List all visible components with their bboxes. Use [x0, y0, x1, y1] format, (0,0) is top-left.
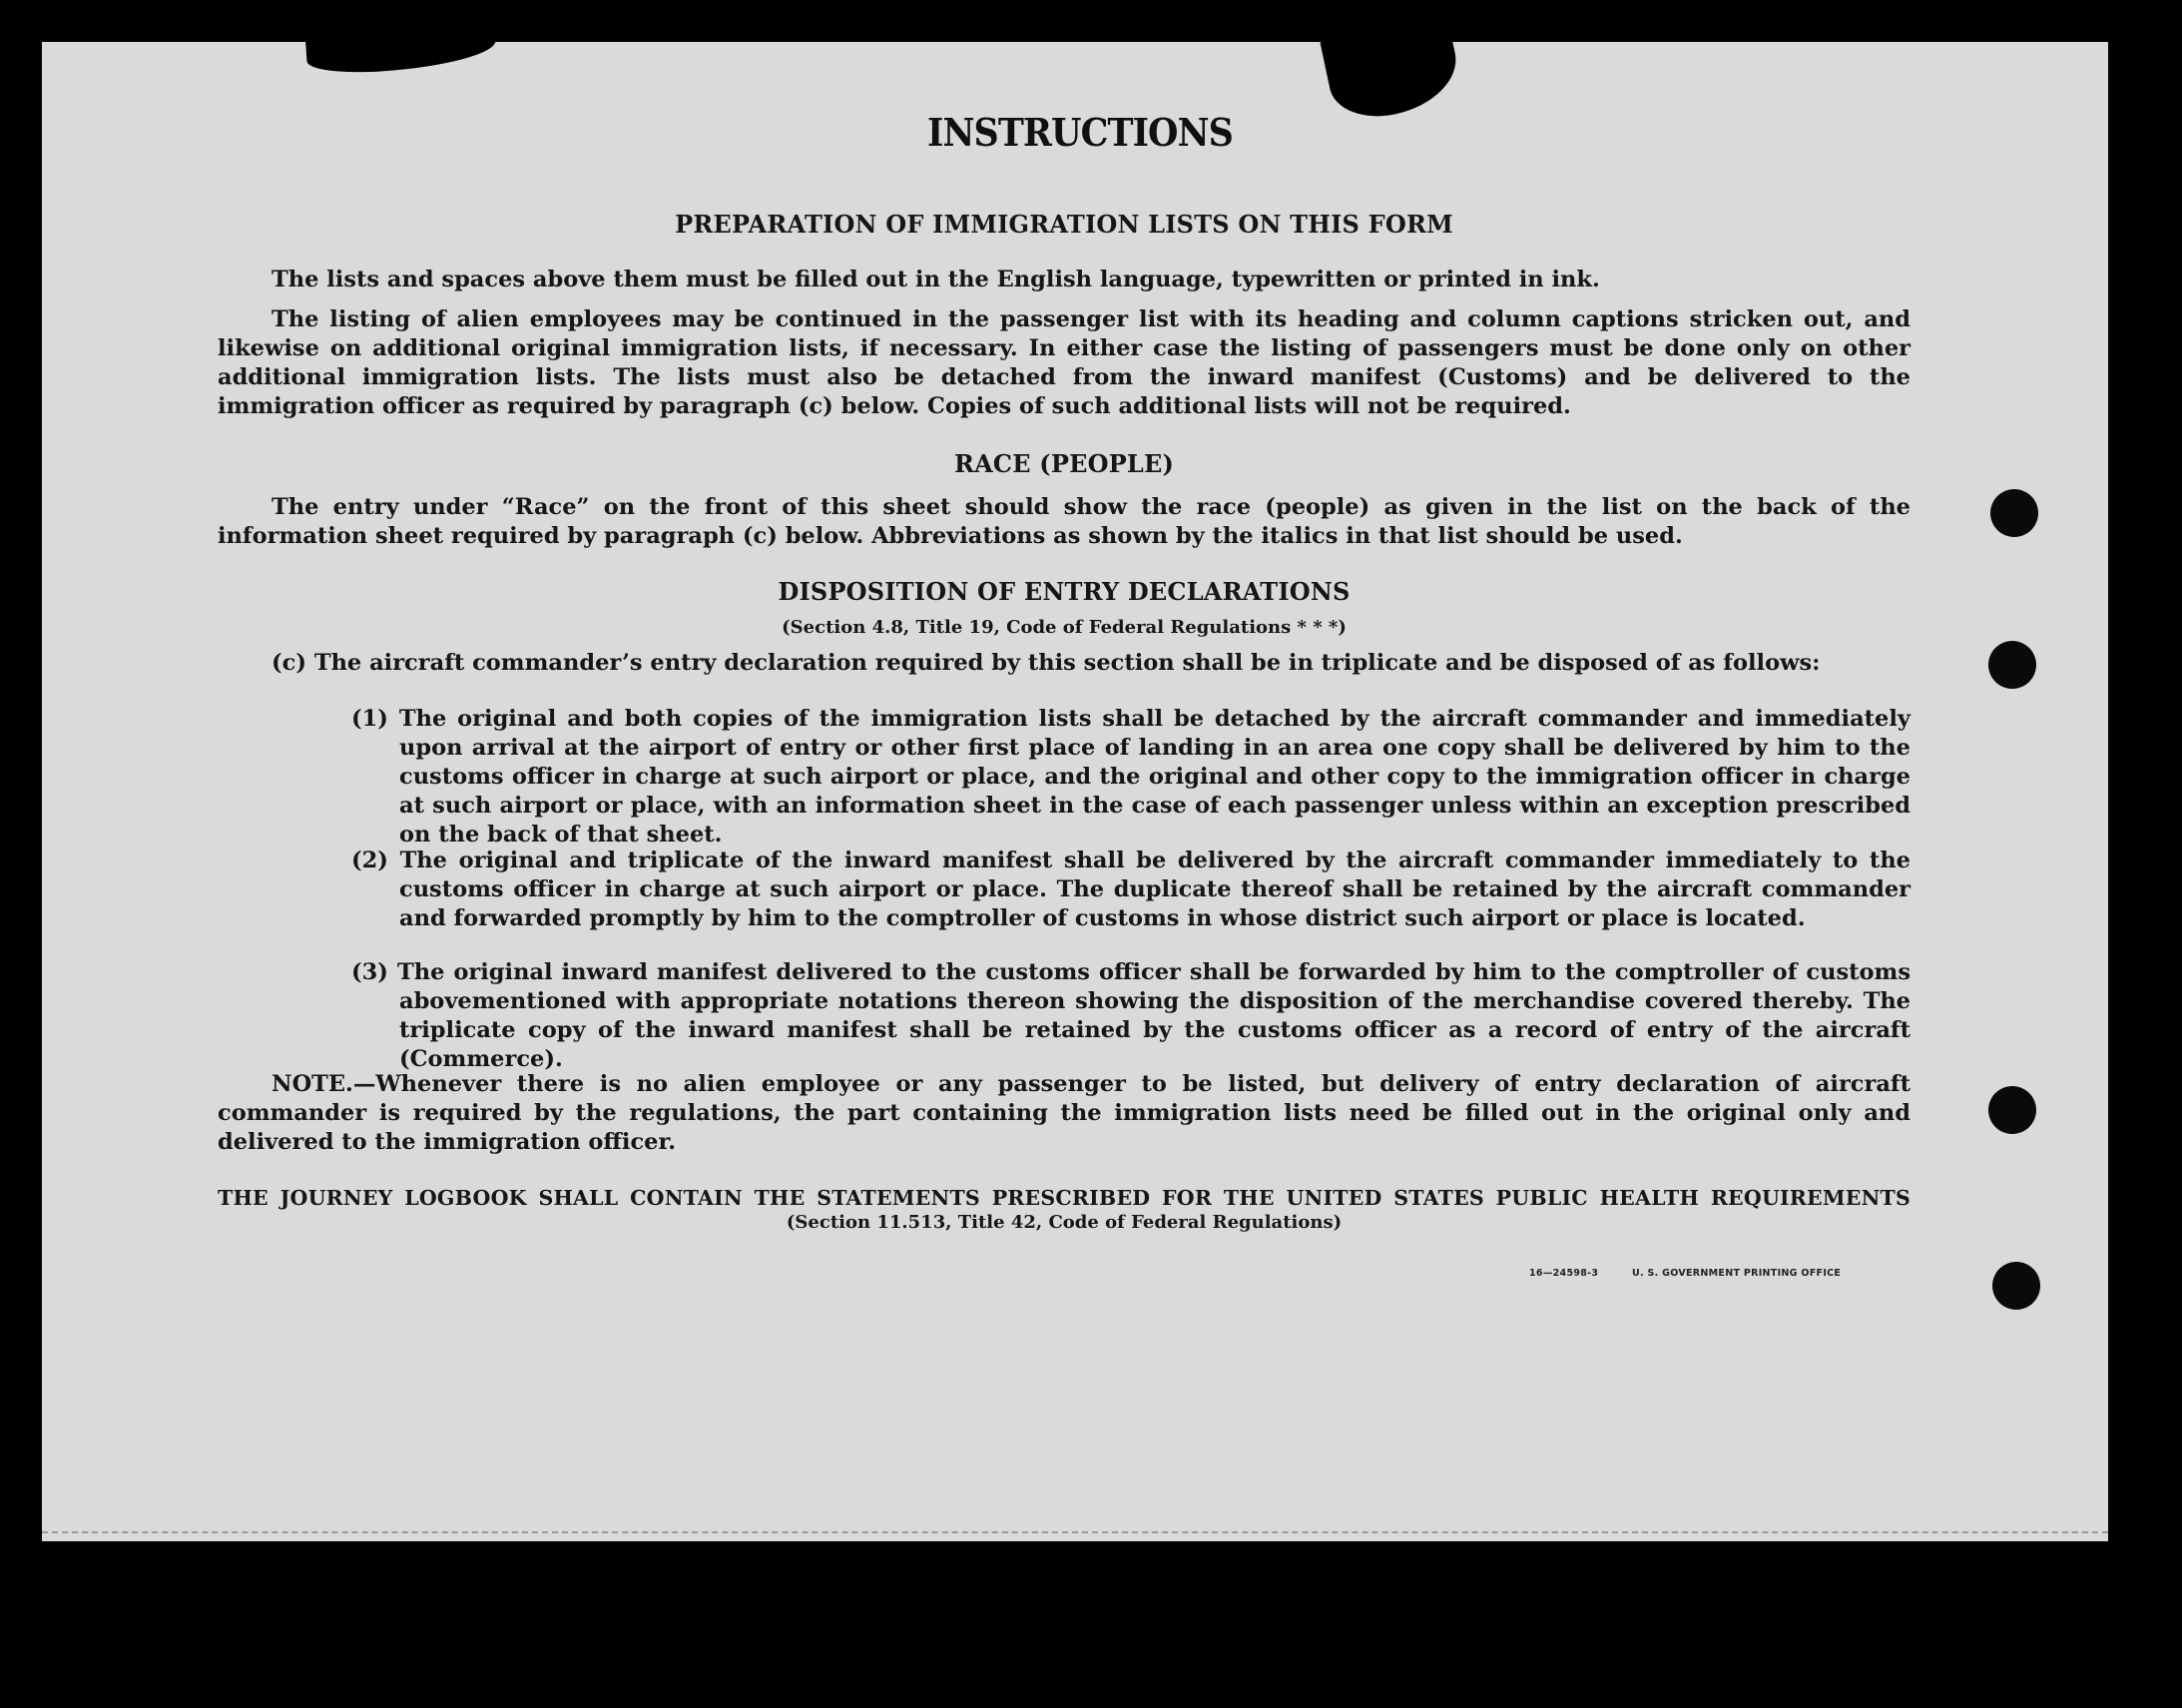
section-heading: DISPOSITION OF ENTRY DECLARATIONS: [778, 577, 1351, 606]
paragraph: (c) The aircraft commander’s entry declaration required by this section shall be in triplicate and be disposed of as follows:: [272, 650, 1821, 676]
preparation-paragraphs: [218, 266, 1910, 294]
printer-name: U. S. GOVERNMENT PRINTING OFFICE: [1631, 1268, 1842, 1279]
list-item: (3) The original inward manifest delivered to the customs officer shall be forwarded by him to the comptroller of customs abovementioned with appropriate notations thereon showing the disposition of the merchandise covered thereby. The triplicate copy of the inward manifest shall be retained by the customs officer as a record of entry of the aircraft (Commerce).: [351, 959, 1910, 1072]
paragraph: The entry under “Race” on the front of this sheet should show the race (people) as given in the list on the back of the information sheet required by paragraph (c) below. Abbreviations as shown by the italics in that list should be used.: [218, 494, 1910, 549]
section-heading: RACE (PEOPLE): [953, 449, 1175, 478]
punch-hole: [1988, 641, 2036, 689]
citation: (Section 11.513, Title 42, Code of Federal Regulations): [786, 1212, 1343, 1233]
logbook-requirement: THE JOURNEY LOGBOOK SHALL CONTAIN THE STATEMENTS PRESCRIBED FOR THE UNITED STATES PUBLIC HEALTH REQUIREMENTS: [218, 1186, 1910, 1210]
preparation-paragraphs: [218, 305, 1910, 421]
section-subheading: (Section 4.8, Title 19, Code of Federal Regulations * * *): [782, 617, 1347, 638]
torn-edge: [305, 42, 497, 77]
punch-hole: [1992, 1262, 2040, 1310]
paragraph: The listing of alien employees may be continued in the passenger list with its heading and column captions stricken out, and likewise on additional original immigration lists, if necessary. In either case the listing of passengers must be done only on other additional immigration lists. The lists must also be detached from the inward manifest (Customs) and be delivered to the immigration officer as required by paragraph (c) below. Copies of such additional lists will not be required.: [218, 306, 1910, 419]
list-item: (2) The original and triplicate of the inward manifest shall be delivered by the aircraft commander immediately to the customs officer in charge at such airport or place. The duplicate thereof shall be retained by the aircraft commander and forwarded promptly by him to the comptroller of customs in whose district such airport or place is located.: [351, 848, 1910, 931]
logbook-citation: [218, 1212, 1910, 1233]
section-race: [218, 449, 1910, 478]
disposition-citation: [218, 617, 1910, 638]
section-heading: PREPARATION OF IMMIGRATION LISTS ON THIS FORM: [675, 210, 1453, 239]
page-bottom-edge: [42, 1531, 2108, 1541]
section-disposition: [218, 577, 1910, 606]
disposition-item-1: [218, 705, 1910, 850]
form-number: 16—24598-3: [1529, 1268, 1599, 1279]
disposition-intro: [218, 649, 1910, 678]
disposition-item-3: [218, 958, 1910, 1074]
punch-hole: [1990, 489, 2038, 537]
paragraph: The lists and spaces above them must be filled out in the English language, typewritten or printed in ink.: [272, 267, 1600, 292]
list-item: (1) The original and both copies of the immigration lists shall be detached by the aircraft commander and immediately upon arrival at the airport of entry or other first place of landing in an area one copy shall be delivered by him to the customs officer in charge at such airport or place, and the original and other copy to the immigration officer in charge at such airport or place, with an information sheet in the case of each passenger unless within an exception prescribed on the back of that sheet.: [351, 706, 1910, 848]
punch-hole: [1988, 1086, 2036, 1134]
disposition-item-2: [218, 847, 1910, 933]
race-paragraph: [218, 493, 1910, 551]
note: [218, 1070, 1910, 1157]
note-paragraph: NOTE.—Whenever there is no alien employee or any passenger to be listed, but delivery of entry declaration of aircraft commander is required by the regulations, the part containing the immigration lists need be filled out in the original only and delivered to the immigration officer.: [218, 1071, 1910, 1155]
section-preparation: [218, 210, 1910, 239]
page-title: INSTRUCTIONS: [927, 110, 1233, 155]
scanned-document-page: [42, 42, 2108, 1541]
logbook-statement: [218, 1184, 1910, 1212]
print-imprint: [1529, 1268, 1871, 1279]
